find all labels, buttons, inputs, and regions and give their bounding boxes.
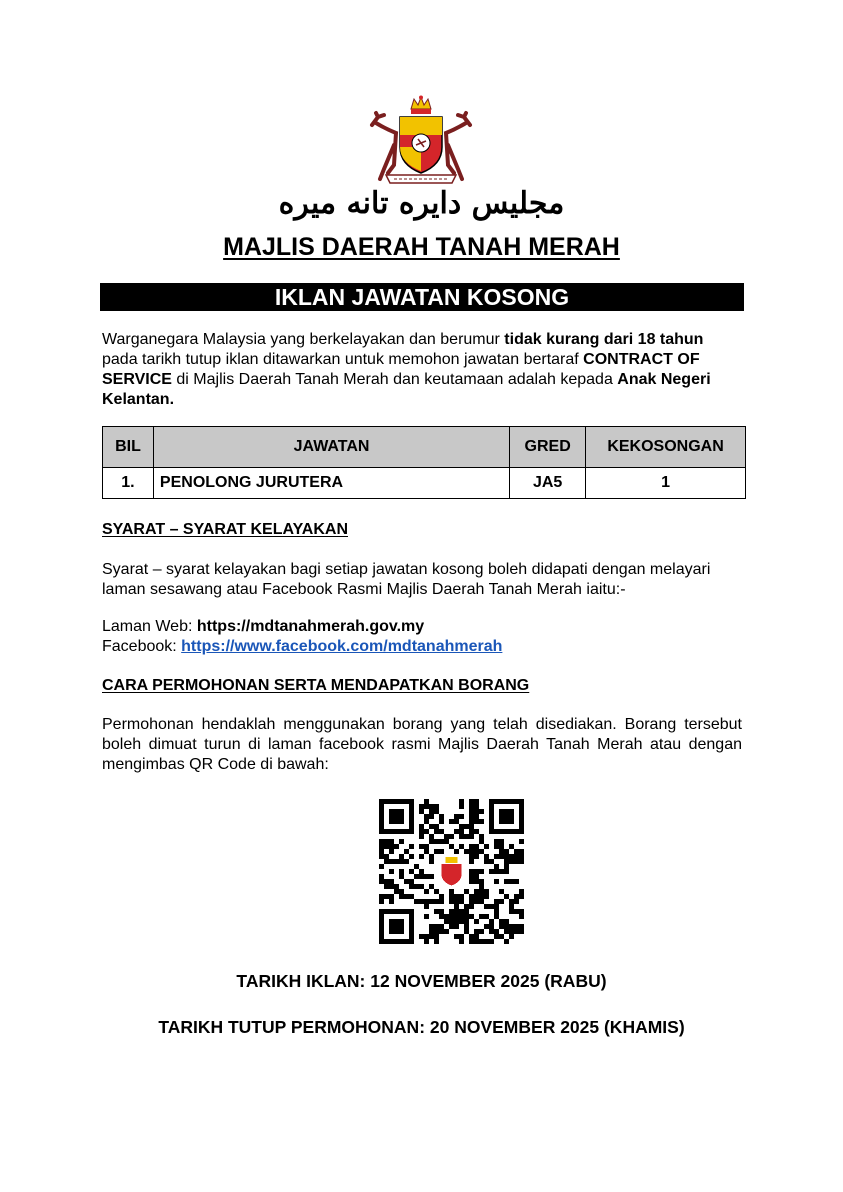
- facebook-link[interactable]: https://www.facebook.com/mdtanahmerah: [181, 638, 503, 655]
- cell-jawatan: PENOLONG JURUTERA: [153, 468, 509, 499]
- org-name: MAJLIS DAERAH TANAH MERAH: [223, 233, 620, 261]
- qr-code[interactable]: [379, 799, 524, 944]
- intro-priority: Anak Negeri Kelantan.: [102, 371, 711, 408]
- facebook-label: Facebook:: [102, 638, 182, 655]
- table-header-row: [103, 427, 746, 468]
- syarat-heading: SYARAT – SYARAT KELAYAKAN: [102, 521, 348, 538]
- org-name-jawi: مجليس دايره تانه ميره: [278, 186, 565, 221]
- website-url: https://mdtanahmerah.gov.my: [196, 618, 425, 635]
- col-header-bil: BIL: [103, 427, 154, 468]
- facebook-line: [102, 637, 742, 657]
- cell-kekosongan: 1: [586, 468, 746, 499]
- vacancy-table: [102, 426, 746, 499]
- cell-bil: 1.: [103, 468, 154, 499]
- syarat-paragraph: Syarat – syarat kelayakan bagi setiap jawatan kosong boleh didapati dengan melayari laman sesawang atau Facebook Rasmi Majlis Daerah Tanah Merah iaitu:-: [102, 561, 711, 598]
- website-line: [102, 617, 742, 637]
- col-header-gred: GRED: [510, 427, 586, 468]
- intro-text-1: Warganegara Malaysia yang berkelayakan dan berumur: [102, 331, 505, 348]
- intro-text-2: pada tarikh tutup iklan ditawarkan untuk memohon jawatan bertaraf: [102, 351, 584, 368]
- intro-age-requirement: tidak kurang dari 18 tahun: [504, 331, 704, 348]
- council-crest-logo: [364, 95, 478, 187]
- col-header-jawatan: JAWATAN: [153, 427, 509, 468]
- intro-paragraph: [102, 330, 742, 410]
- cara-heading: CARA PERMOHONAN SERTA MENDAPATKAN BORANG: [102, 677, 530, 694]
- vacancy-banner: IKLAN JAWATAN KOSONG: [100, 283, 744, 311]
- cell-gred: JA5: [510, 468, 586, 499]
- advert-date: TARIKH IKLAN: 12 NOVEMBER 2025 (RABU): [236, 971, 607, 991]
- website-label: Laman Web:: [102, 618, 197, 635]
- closing-date: TARIKH TUTUP PERMOHONAN: 20 NOVEMBER 2025 (KHAMIS): [158, 1017, 685, 1037]
- col-header-kekosongan: KEKOSONGAN: [586, 427, 746, 468]
- cara-paragraph: Permohonan hendaklah menggunakan borang yang telah disediakan. Borang tersebut boleh dimuat turun di laman facebook rasmi Majlis Daerah Tanah Merah atau dengan mengimbas QR Code di bawah:: [102, 716, 742, 773]
- intro-text-3: di Majlis Daerah Tanah Merah dan keutamaan adalah kepada: [171, 371, 618, 388]
- intro-contract-type: CONTRACT OF SERVICE: [102, 351, 700, 388]
- table-row: [103, 468, 746, 499]
